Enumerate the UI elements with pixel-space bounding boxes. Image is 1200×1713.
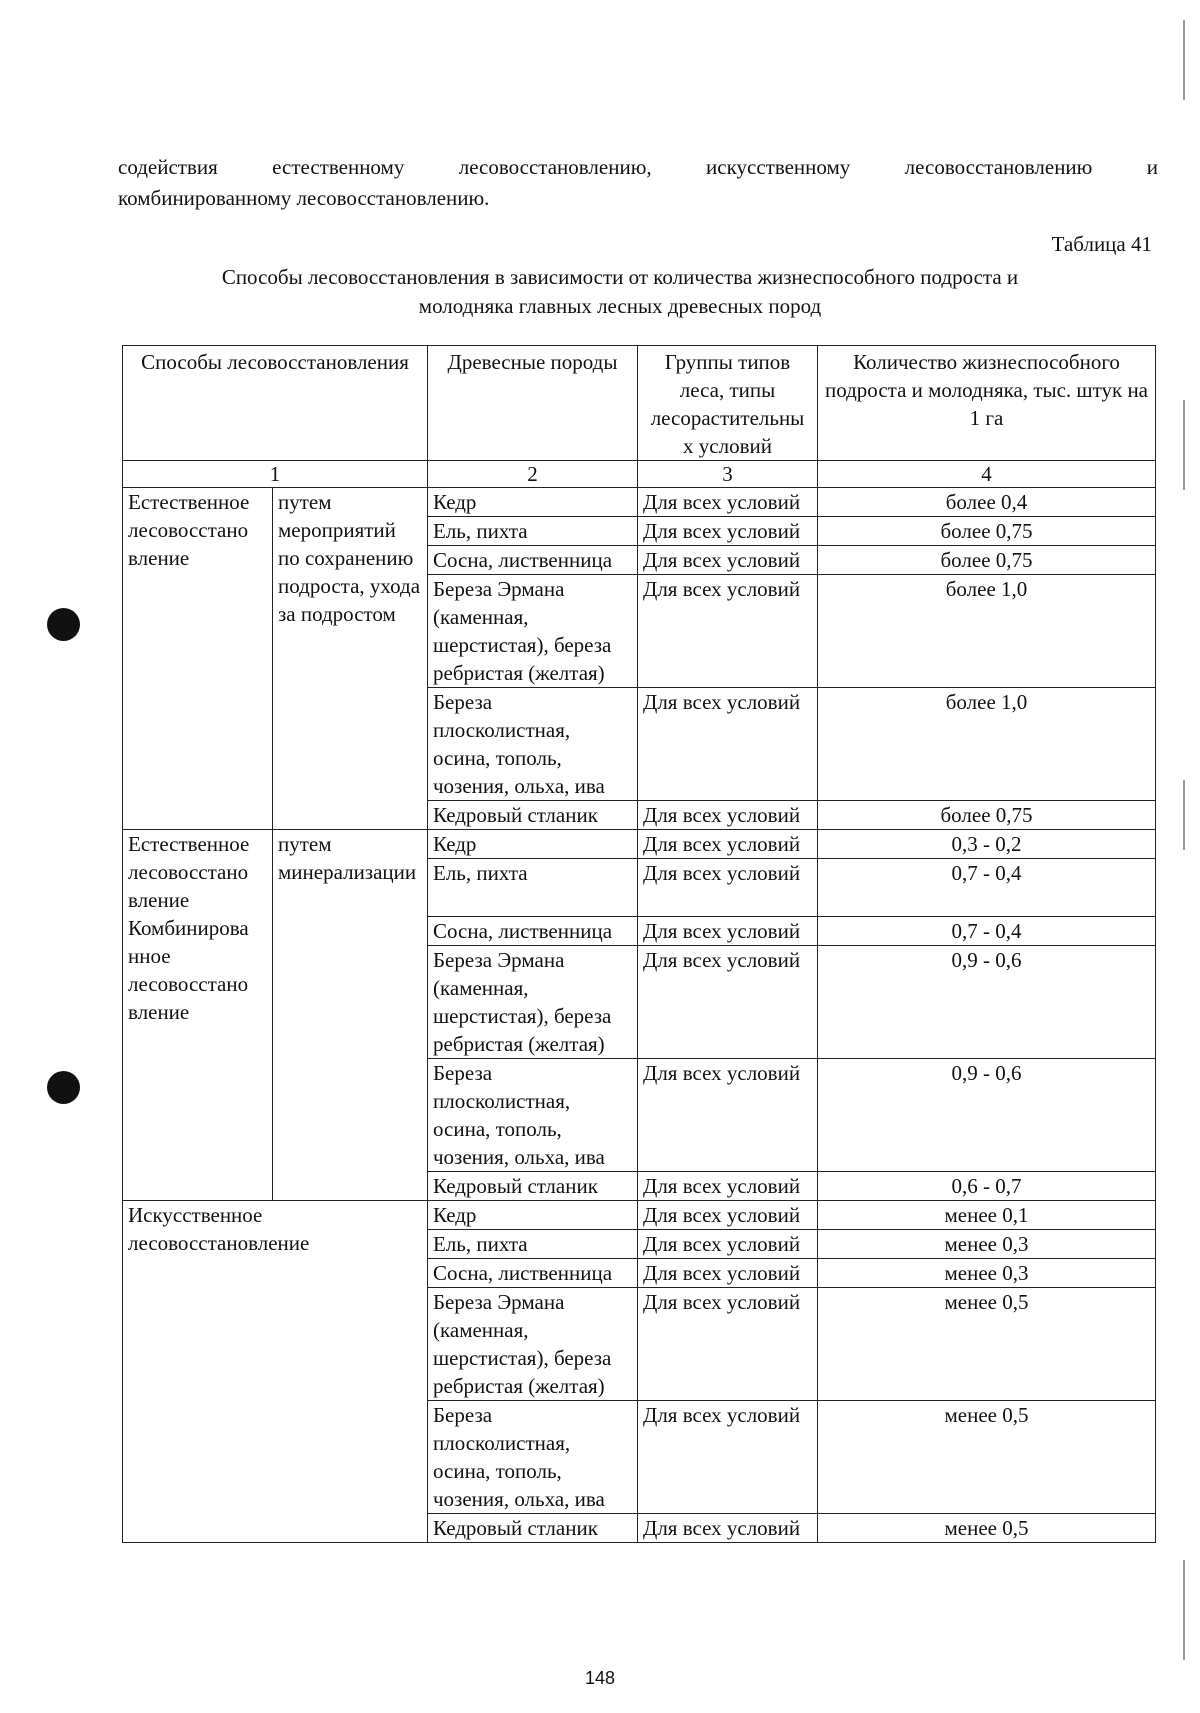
conditions-cell: Для всех условий — [638, 488, 818, 517]
conditions-cell: Для всех условий — [638, 575, 818, 688]
header-species: Древесные породы — [428, 346, 638, 461]
caption-line-2: молодняка главных лесных древесных пород — [418, 294, 822, 318]
species-cell: Кедр — [428, 830, 638, 859]
amount-cell: менее 0,5 — [818, 1288, 1156, 1401]
conditions-cell: Для всех условий — [638, 801, 818, 830]
species-cell: Ель, пихта — [428, 1230, 638, 1259]
conditions-cell: Для всех условий — [638, 859, 818, 917]
conditions-cell: Для всех условий — [638, 688, 818, 801]
species-cell: Береза плосколистная, осина, тополь, чозения, ольха, ива — [428, 688, 638, 801]
table-row — [123, 830, 1156, 859]
species-cell: Береза Эрмана (каменная, шерстистая), береза ребристая (желтая) — [428, 1288, 638, 1401]
amount-cell: менее 0,5 — [818, 1401, 1156, 1514]
conditions-cell: Для всех условий — [638, 1259, 818, 1288]
species-cell: Береза плосколистная, осина, тополь, чозения, ольха, ива — [428, 1059, 638, 1172]
species-cell: Кедровый стланик — [428, 1172, 638, 1201]
column-number: 4 — [818, 461, 1156, 488]
amount-cell: 0,7 - 0,4 — [818, 917, 1156, 946]
intro-line-2: комбинированному лесовосстановлению. — [118, 186, 490, 210]
header-amount: Количество жизнеспособного подроста и молодняка, тыс. штук на 1 га — [818, 346, 1156, 461]
conditions-cell: Для всех условий — [638, 1201, 818, 1230]
conditions-cell: Для всех условий — [638, 1230, 818, 1259]
amount-cell: менее 0,3 — [818, 1259, 1156, 1288]
column-number: 1 — [123, 461, 428, 488]
header-conditions: Группы типов леса, типы лесорастительны х условий — [638, 346, 818, 461]
species-cell: Сосна, лиственница — [428, 1259, 638, 1288]
conditions-cell: Для всех условий — [638, 946, 818, 1059]
header-methods: Способы лесовосстановления — [123, 346, 428, 461]
reforestation-table — [122, 345, 1156, 1543]
method-cell: Естественное лесовосстано вление — [123, 488, 273, 830]
conditions-cell: Для всех условий — [638, 917, 818, 946]
conditions-cell: Для всех условий — [638, 1401, 818, 1514]
amount-cell: более 1,0 — [818, 688, 1156, 801]
page-number: 148 — [584, 1668, 616, 1688]
intro-paragraph — [118, 152, 1158, 214]
amount-cell: более 0,75 — [818, 517, 1156, 546]
species-cell: Сосна, лиственница — [428, 917, 638, 946]
scan-edge-mark — [1183, 780, 1185, 850]
species-cell: Ель, пихта — [428, 517, 638, 546]
conditions-cell: Для всех условий — [638, 1172, 818, 1201]
amount-cell: 0,3 - 0,2 — [818, 830, 1156, 859]
amount-cell: менее 0,1 — [818, 1201, 1156, 1230]
amount-cell: менее 0,3 — [818, 1230, 1156, 1259]
conditions-cell: Для всех условий — [638, 546, 818, 575]
amount-cell: более 1,0 — [818, 575, 1156, 688]
amount-cell: менее 0,5 — [818, 1514, 1156, 1543]
caption-line-1: Способы лесовосстановления в зависимости от количества жизнеспособного подроста и — [221, 265, 1019, 289]
amount-cell: более 0,4 — [818, 488, 1156, 517]
species-cell: Кедровый стланик — [428, 1514, 638, 1543]
table-row — [123, 488, 1156, 517]
amount-cell: 0,9 - 0,6 — [818, 946, 1156, 1059]
table-row — [123, 1201, 1156, 1230]
submethod-cell: путем минерализации — [273, 830, 428, 1201]
amount-cell: более 0,75 — [818, 801, 1156, 830]
table-caption — [130, 263, 1110, 321]
amount-cell: 0,9 - 0,6 — [818, 1059, 1156, 1172]
scan-edge-mark — [1183, 400, 1185, 490]
punch-hole-mark — [47, 608, 80, 641]
punch-hole-mark — [47, 1071, 80, 1104]
column-number: 2 — [428, 461, 638, 488]
amount-cell: 0,7 - 0,4 — [818, 859, 1156, 917]
species-cell: Береза Эрмана (каменная, шерстистая), береза ребристая (желтая) — [428, 575, 638, 688]
header-row — [123, 346, 1156, 461]
conditions-cell: Для всех условий — [638, 1288, 818, 1401]
table-number: Таблица 41 — [1051, 232, 1152, 256]
column-number: 3 — [638, 461, 818, 488]
species-cell: Кедровый стланик — [428, 801, 638, 830]
scan-edge-mark — [1183, 20, 1185, 100]
column-number-row — [123, 461, 1156, 488]
conditions-cell: Для всех условий — [638, 1059, 818, 1172]
conditions-cell: Для всех условий — [638, 830, 818, 859]
species-cell: Ель, пихта — [428, 859, 638, 917]
intro-line-1: содействия естественному лесовосстановлению, искусственному лесовосстановлению и — [118, 155, 1158, 179]
species-cell: Сосна, лиственница — [428, 546, 638, 575]
scan-edge-mark — [1183, 1560, 1185, 1660]
conditions-cell: Для всех условий — [638, 517, 818, 546]
amount-cell: 0,6 - 0,7 — [818, 1172, 1156, 1201]
method-cell: Естественное лесовосстано вление Комбинирова нное лесовосстано вление — [123, 830, 273, 1201]
species-cell: Кедр — [428, 1201, 638, 1230]
amount-cell: более 0,75 — [818, 546, 1156, 575]
submethod-cell: путем мероприятий по сохранению подроста, ухода за подростом — [273, 488, 428, 830]
conditions-cell: Для всех условий — [638, 1514, 818, 1543]
method-cell: Искусственное лесовосстановление — [123, 1201, 428, 1543]
species-cell: Береза Эрмана (каменная, шерстистая), береза ребристая (желтая) — [428, 946, 638, 1059]
species-cell: Береза плосколистная, осина, тополь, чозения, ольха, ива — [428, 1401, 638, 1514]
species-cell: Кедр — [428, 488, 638, 517]
